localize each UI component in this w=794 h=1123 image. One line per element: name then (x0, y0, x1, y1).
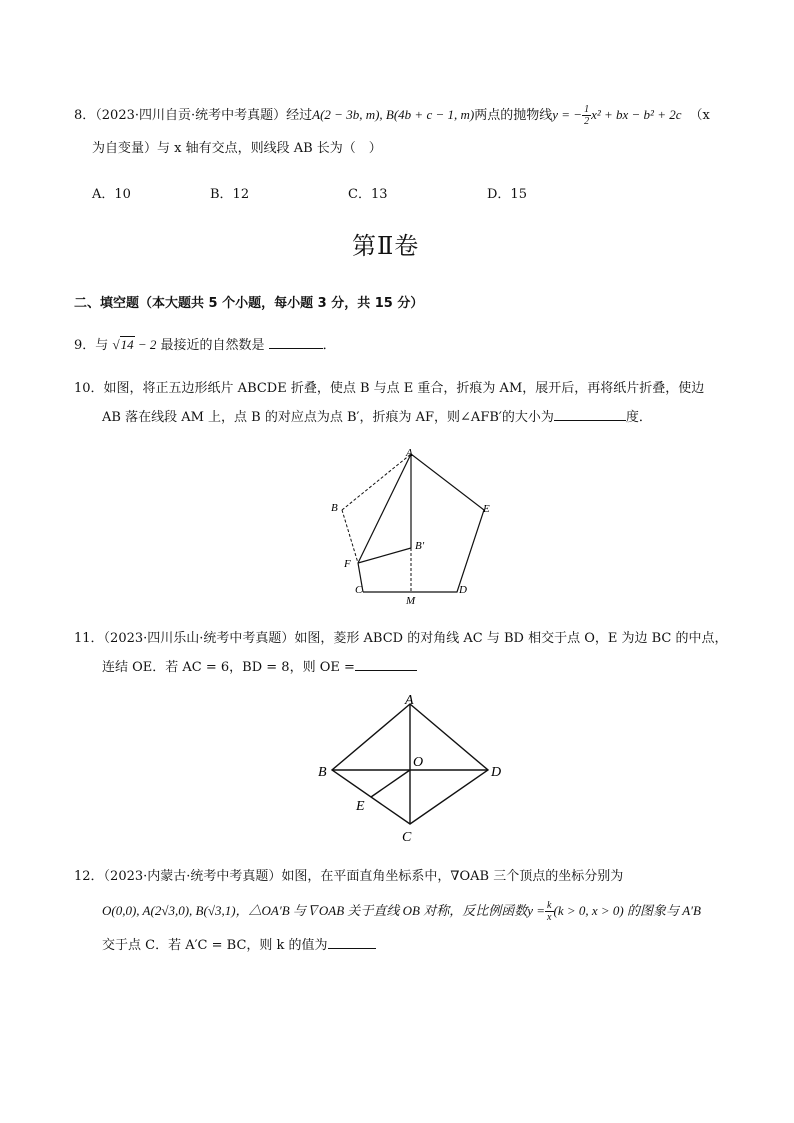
q8-line2: 为自变量）与 x 轴有交点，则线段 AB 长为（ ） (92, 141, 382, 156)
label-O: O (413, 755, 424, 770)
q9-text-after: 最接近的自然数是 (160, 338, 265, 353)
q9-number: 9． (74, 338, 96, 353)
q8-option-b: B．12 (210, 187, 250, 202)
pentagon-solid-edges (342, 454, 484, 592)
q9-line (74, 336, 336, 355)
q8-option-c: C．13 (348, 187, 388, 202)
q10-line2 (102, 408, 652, 427)
fold-af (358, 454, 411, 563)
q8-text3: （x (689, 108, 710, 123)
q12-text3: 交于点 C．若 A′C = BC，则 k 的值为 (102, 938, 328, 953)
q12-line1 (74, 868, 623, 886)
q8-text2: 两点的抛物线 (474, 108, 553, 123)
q8-fraction: $\frac{1}{2}$ (584, 104, 590, 127)
pentagon-bf-dashed (342, 510, 358, 563)
q12-source: （2023·内蒙古·统考中考真题） (103, 869, 282, 884)
label-Bprime: B′ (415, 540, 425, 552)
q10-text2a: AB 落在线段 AM 上，点 B 的对应点为点 B′，折痕为 AF，则∠AFB′的大小为 (102, 410, 554, 425)
q9-answer-blank[interactable] (269, 336, 323, 349)
q11-source: （2023·四川乐山·统考中考真题） (103, 631, 295, 646)
label-E: E (356, 799, 365, 814)
q9-text-before: 与 (95, 338, 109, 353)
rhombus-figure (312, 692, 512, 846)
segment-fbp (358, 548, 411, 563)
q12-answer-blank[interactable] (328, 936, 376, 949)
label-D: D (491, 765, 502, 780)
label-A: A (405, 693, 414, 708)
label-E: E (483, 503, 490, 515)
q8-number: 8． (74, 108, 96, 123)
q12-frac-lhs: y = (527, 903, 546, 918)
label-D: D (459, 584, 467, 596)
q10-answer-blank[interactable] (554, 408, 626, 421)
label-C: C (402, 830, 412, 845)
q9-end: ． (322, 338, 336, 353)
label-C: C (355, 584, 363, 596)
part-title: 第Ⅱ卷 (352, 232, 420, 260)
q10-line1 (74, 380, 704, 398)
label-M: M (406, 595, 416, 606)
q12-text2b: (k > 0, x > 0) 的图象与 A′B (553, 903, 701, 918)
q8-source: （2023·四川自贡·统考中考真题） (95, 108, 287, 123)
q12-fraction: $\frac{k}{x}$ (547, 900, 552, 923)
pentagon-figure (320, 444, 500, 606)
label-F: F (344, 558, 351, 570)
q10-text1: 如图，将正五边形纸片 ABCDE 折叠，使点 B 与点 E 重合，折痕为 AM，展开后，再将纸片折叠，使边 (103, 381, 705, 396)
q11-answer-blank[interactable] (355, 658, 417, 671)
q12-number: 12． (74, 869, 104, 884)
q11-line2 (102, 658, 417, 677)
q10-number: 10． (74, 381, 104, 396)
q8-formula-lhs: y = − (552, 107, 583, 122)
q11-line1 (74, 630, 727, 648)
section-heading: 二、填空题（本大题共 5 个小题，每小题 3 分，共 15 分） (74, 296, 424, 311)
q11-text2: 连结 OE．若 AC = 6，BD = 8，则 OE = (102, 660, 355, 675)
q10-text2b: 度． (625, 410, 652, 425)
q11-number: 11． (74, 631, 104, 646)
q8-line1 (74, 104, 710, 127)
segment-oe (371, 770, 410, 797)
label-B: B (331, 502, 338, 514)
q8-option-d: D．15 (487, 187, 527, 202)
q11-text1: 如图，菱形 ABCD 的对角线 AC 与 BD 相交于点 O，E 为边 BC 的中点， (294, 631, 728, 646)
label-B: B (318, 765, 327, 780)
q12-line2 (102, 900, 701, 923)
q8-formula-rhs: x² + bx − b² + 2c (591, 107, 682, 122)
q12-line3 (102, 936, 376, 955)
q9-sqrt: √14 − 2 (112, 337, 157, 352)
q8-option-a: A．10 (92, 187, 131, 202)
q8-points: A(2 − 3b, m), B(4b + c − 1, m) (312, 107, 475, 122)
q12-text1: 如图，在平面直角坐标系中，∇OAB 三个顶点的坐标分别为 (281, 869, 624, 884)
q8-text1: 经过 (286, 108, 313, 123)
label-A: A (406, 447, 413, 459)
q12-text2a: O(0,0), A(2√3,0), B(√3,1)，△OA′B 与∇OAB 关于直线 OB 对称，反比例函数 (102, 903, 528, 918)
